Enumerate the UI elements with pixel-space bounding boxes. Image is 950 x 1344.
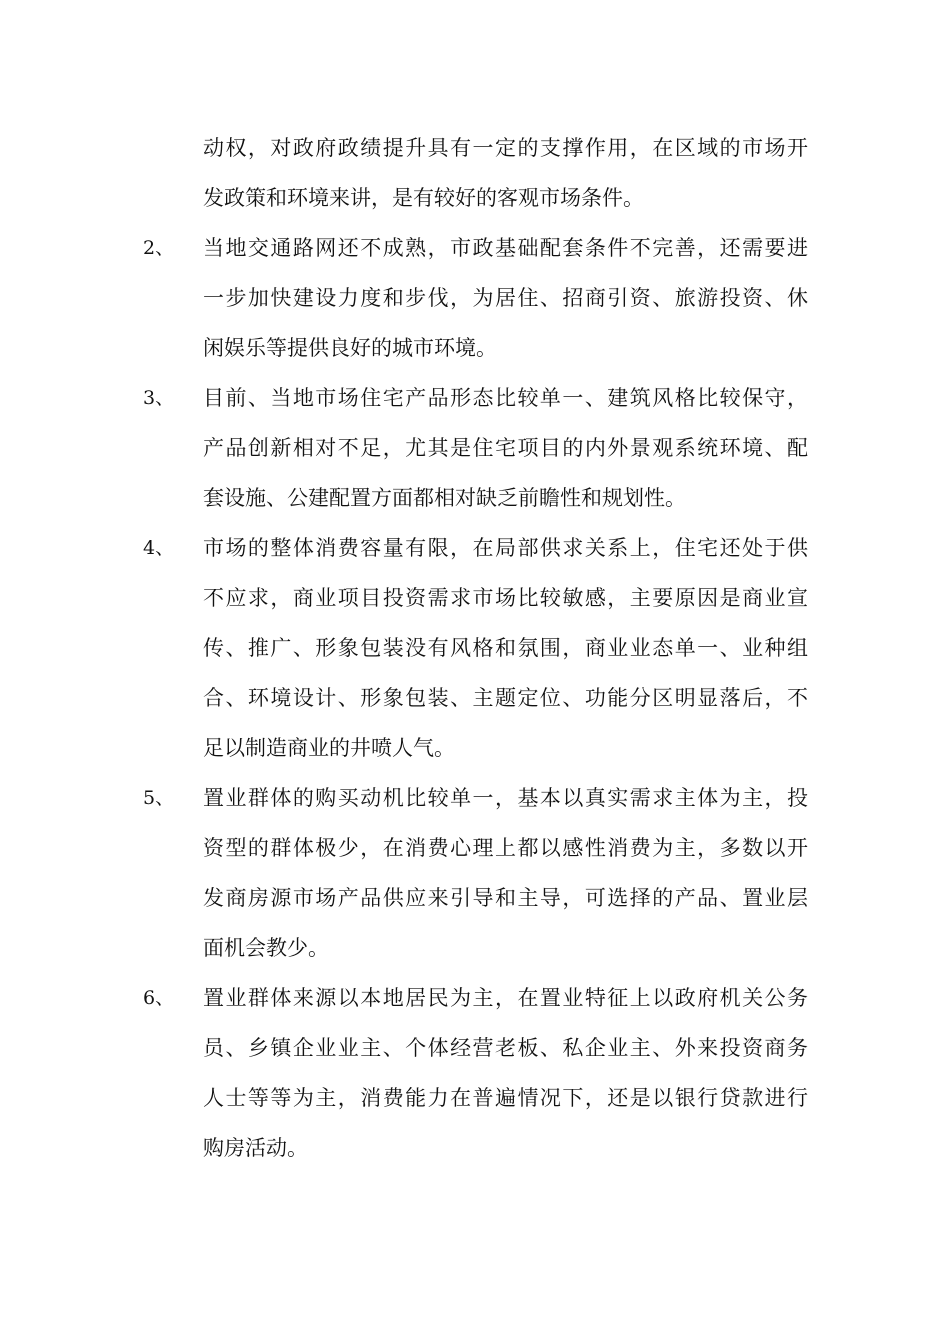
item-5-line-3: 发商房源市场产品供应来引导和主导，可选择的产品、置业层 xyxy=(203,886,808,910)
item-6-line-2: 员、乡镇企业业主、个体经营老板、私企业主、外来投资商务 xyxy=(203,1036,808,1060)
item-5-line-4: 面机会教少。 xyxy=(203,936,329,960)
item-6-line-3: 人士等等为主，消费能力在普遍情况下，还是以银行贷款进行 xyxy=(203,1086,808,1110)
item-4-line-1: 市场的整体消费容量有限，在局部供求关系上，住宅还处于供 xyxy=(203,536,808,560)
item-6-line-1: 置业群体来源以本地居民为主，在置业特征上以政府机关公务 xyxy=(203,986,808,1010)
item-3-number: 3、 xyxy=(143,387,175,409)
item-5-line-2: 资型的群体极少，在消费心理上都以感性消费为主，多数以开 xyxy=(203,836,808,860)
item-4-line-2: 不应求，商业项目投资需求市场比较敏感，主要原因是商业宣 xyxy=(203,586,808,610)
intro-line-2: 发政策和环境来讲，是有较好的客观市场条件。 xyxy=(203,186,644,210)
item-6-line-4: 购房活动。 xyxy=(203,1136,308,1160)
intro-line-1: 动权，对政府政绩提升具有一定的支撑作用，在区域的市场开 xyxy=(203,136,808,160)
item-3-line-1: 目前、当地市场住宅产品形态比较单一、建筑风格比较保守， xyxy=(203,386,808,410)
item-4-line-5: 足以制造商业的井喷人气。 xyxy=(203,736,455,760)
item-2-line-2: 一步加快建设力度和步伐，为居住、招商引资、旅游投资、休 xyxy=(203,286,808,310)
item-2-line-3: 闲娱乐等提供良好的城市环境。 xyxy=(203,336,497,360)
item-2-line-1: 当地交通路网还不成熟，市政基础配套条件不完善，还需要进 xyxy=(203,236,808,260)
item-3-line-3: 套设施、公建配置方面都相对缺乏前瞻性和规划性。 xyxy=(203,486,686,510)
item-5-number: 5、 xyxy=(143,787,175,809)
item-4-number: 4、 xyxy=(143,537,175,559)
item-4-line-3: 传、推广、形象包装没有风格和氛围，商业业态单一、业种组 xyxy=(203,636,808,660)
item-6-number: 6、 xyxy=(143,987,175,1009)
item-5-line-1: 置业群体的购买动机比较单一，基本以真实需求主体为主，投 xyxy=(203,786,808,810)
item-4-line-4: 合、环境设计、形象包装、主题定位、功能分区明显落后，不 xyxy=(203,686,808,710)
item-3-line-2: 产品创新相对不足，尤其是住宅项目的内外景观系统环境、配 xyxy=(203,436,808,460)
item-2-number: 2、 xyxy=(143,237,175,259)
